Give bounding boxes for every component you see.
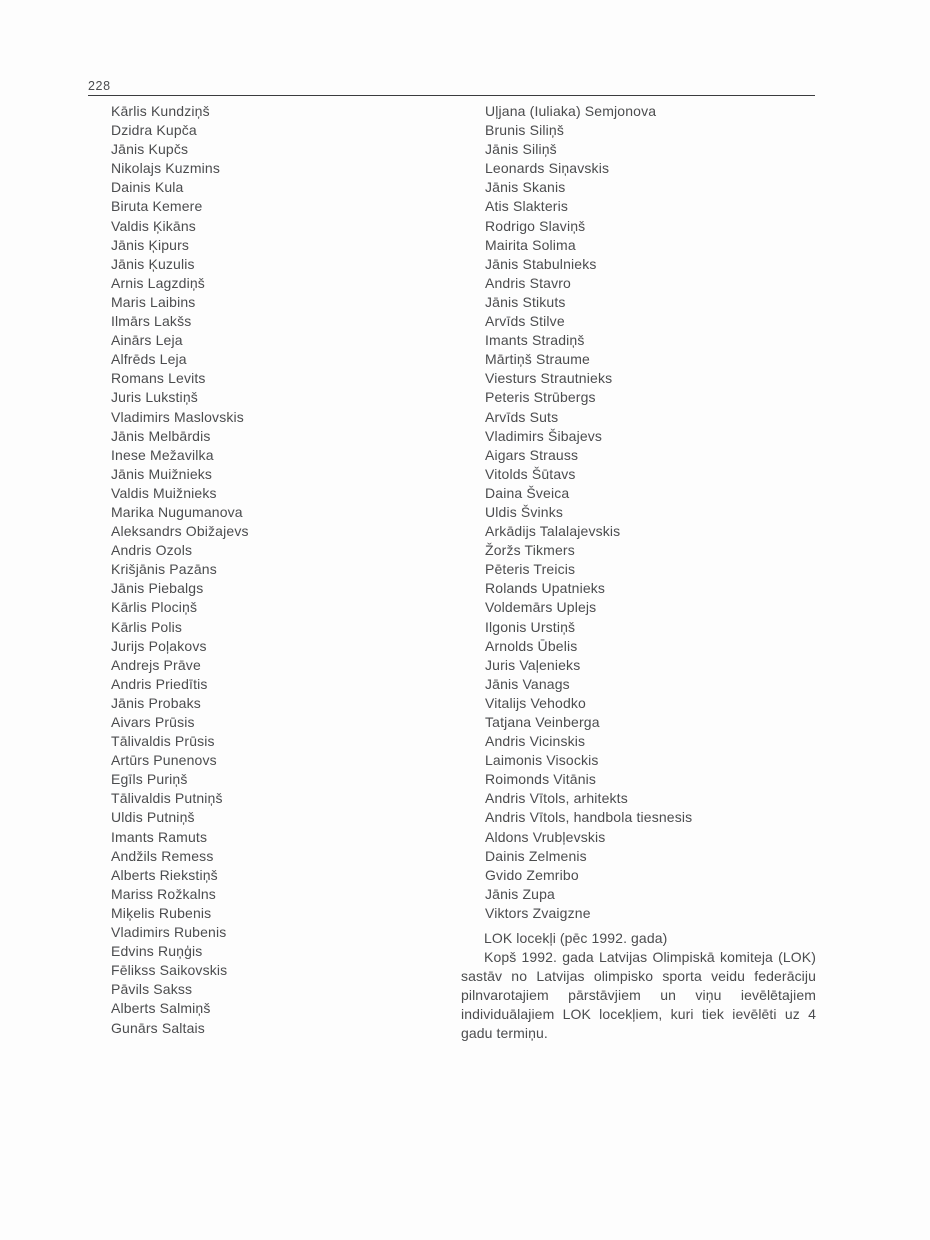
list-item: Vitalijs Vehodko [485,694,586,711]
list-item: Jānis Probaks [111,694,201,711]
list-item: Vladimirs Rubenis [111,924,227,941]
list-item: Imants Ramuts [111,828,208,845]
list-item: Gvido Zemribo [485,866,579,883]
list-item: Jānis Piebalgs [111,580,204,597]
list-item: Uldis Putniņš [111,809,195,826]
list-item: Imants Stradiņš [485,332,585,349]
list-item: Dainis Zelmenis [485,847,587,864]
list-item: Jānis Zupa [485,885,555,902]
list-item: Egīls Puriņš [111,771,188,788]
list-item: Pēteris Treicis [485,561,576,578]
list-item: Andris Vicinskis [485,733,586,750]
list-item: Brunis Siliņš [485,122,564,139]
list-item: Laimonis Visockis [485,752,599,769]
list-item: Jānis Siliņš [485,141,557,158]
list-item: Aigars Strauss [485,446,579,463]
list-item: Juris Lukstiņš [111,389,198,406]
list-item: Edvins Ruņģis [111,943,203,960]
section-heading: LOK locekļi (pēc 1992. gada) [484,930,668,946]
page-number: 228 [88,79,111,93]
list-item: Juris Vaļenieks [485,656,581,673]
list-item: Tatjana Veinberga [485,714,600,730]
list-item: Valdis Muižnieks [111,484,217,501]
list-item: Andris Vītols, handbola tiesnesis [485,809,693,826]
list-item: Vladimirs Maslovskis [111,408,244,425]
list-item: Biruta Kemere [111,198,203,215]
list-item: Voldemārs Uplejs [485,599,597,616]
list-item: Jānis Ķipurs [111,236,190,253]
list-item: Inese Mežavilka [111,446,214,463]
list-item: Jānis Stabulnieks [485,255,597,272]
list-item: Leonards Siņavskis [485,160,610,177]
list-item: Arnis Lagzdiņš [111,274,205,291]
list-item: Uļjana (Iuliaka) Semjonova [485,103,657,119]
list-item: Jānis Kupčs [111,141,189,158]
list-item: Mairita Solima [485,236,576,253]
list-item: Pāvils Sakss [111,981,193,998]
list-item: Andrejs Prāve [111,656,201,673]
list-item: Aivars Prūsis [111,714,195,730]
list-item: Mārtiņš Straume [485,351,590,368]
list-item: Maris Laibins [111,293,196,310]
list-item: Arvīds Suts [485,408,559,425]
list-item: Jānis Ķuzulis [111,255,195,272]
list-item: Fēlikss Saikovskis [111,962,228,979]
list-item: Andžils Remess [111,847,214,864]
list-item: Jurijs Poļakovs [111,637,207,654]
list-item: Jānis Vanags [485,675,570,692]
list-item: Jānis Skanis [485,179,566,196]
list-item: Peteris Strūbergs [485,389,596,406]
list-item: Uldis Švinks [485,503,564,520]
list-item: Andris Vītols, arhitekts [485,790,628,807]
list-item: Viesturs Strautnieks [485,370,613,387]
section-paragraph: Kopš 1992. gada Latvijas Olimpiskā komiteja (LOK) sastāv no Latvijas olimpisko sporta veidu federāciju pilnvarotajiem pārstāvjiem un viņu ievēlētajiem individuālajiem LOK locekļiem, kuri tiek ievēlēti uz 4 gadu termiņu. [461,949,816,1042]
list-item: Gunārs Saltais [111,1019,205,1036]
names-list-left-column [111,102,249,1038]
list-item: Jānis Muižnieks [111,465,213,482]
list-item: Mariss Rožkalns [111,885,216,902]
list-item: Ilgonis Urstiņš [485,618,576,635]
list-item: Rodrigo Slaviņš [485,217,586,234]
list-item: Žoržs Tikmers [485,542,575,559]
list-item: Miķelis Rubenis [111,904,212,921]
list-item: Alberts Riekstiņš [111,866,218,883]
list-item: Daina Šveica [485,484,570,501]
lok-members-section [461,929,816,1044]
list-item: Alberts Salmiņš [111,1000,211,1017]
list-item: Kārlis Plociņš [111,599,198,616]
list-item: Ainārs Leja [111,332,183,349]
list-item: Artūrs Punenovs [111,752,217,769]
list-item: Vladimirs Šibajevs [485,427,603,444]
list-item: Tālivaldis Putniņš [111,790,223,807]
list-item: Andris Priedītis [111,675,208,692]
list-item: Nikolajs Kuzmins [111,160,220,177]
names-list-right-column [485,102,692,923]
list-item: Dzidra Kupča [111,122,197,139]
list-item: Romans Levits [111,370,206,387]
list-item: Atis Slakteris [485,198,569,215]
list-item: Andris Stavro [485,274,571,291]
header-rule [88,95,815,96]
list-item: Arvīds Stilve [485,313,565,330]
list-item: Arnolds Ūbelis [485,637,578,654]
list-item: Rolands Upatnieks [485,580,606,597]
list-item: Viktors Zvaigzne [485,904,591,921]
list-item: Tālivaldis Prūsis [111,733,215,750]
list-item: Kārlis Kundziņš [111,103,210,119]
list-item: Roimonds Vitānis [485,771,597,788]
list-item: Vitolds Šūtavs [485,465,576,482]
list-item: Arkādijs Talalajevskis [485,523,621,540]
list-item: Andris Ozols [111,542,193,559]
list-item: Dainis Kula [111,179,184,196]
list-item: Krišjānis Pazāns [111,561,217,578]
list-item: Kārlis Polis [111,618,183,635]
list-item: Ilmārs Lakšs [111,313,192,330]
list-item: Jānis Melbārdis [111,427,211,444]
list-item: Jānis Stikuts [485,293,566,310]
list-item: Aldons Vrubļevskis [485,828,606,845]
list-item: Alfrēds Leja [111,351,187,368]
list-item: Valdis Ķikāns [111,217,196,234]
list-item: Aleksandrs Obižajevs [111,523,249,540]
list-item: Marika Nugumanova [111,503,243,520]
